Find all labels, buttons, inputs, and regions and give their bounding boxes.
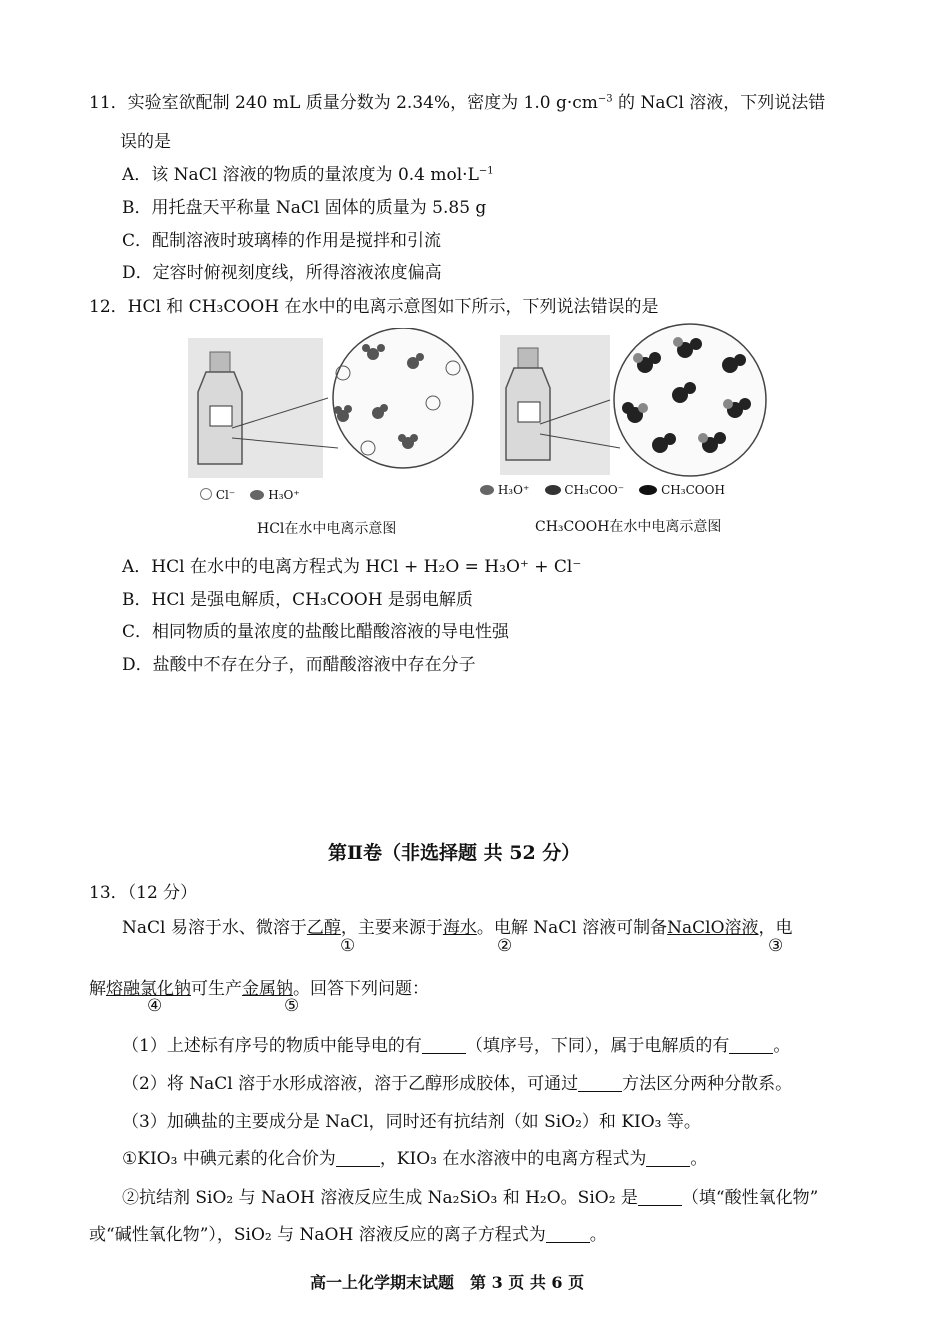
hcl-ionization-figure	[188, 328, 493, 478]
acetate-icon	[545, 485, 561, 495]
answer-blank[interactable]	[336, 1165, 380, 1167]
q11-option-a: A．该 NaCl 溶液的物质的量浓度为 0.4 $mol\cdot L^{-1}$	[122, 165, 494, 185]
q13-sub-3-1: ①KIO₃ 中碘元素的化合价为 ，KIO₃ 在水溶液中的电离方程式为 。	[122, 1149, 708, 1169]
ethanol-term: 乙醇	[306, 918, 341, 938]
q11-option-d: D．定容时俯视刻度线，所得溶液浓度偏高	[122, 263, 442, 283]
answer-blank[interactable]	[646, 1165, 690, 1167]
q13-sub-3: （3）加碘盐的主要成分是 NaCl，同时还有抗结剂（如 SiO₂）和 KIO₃ 等。	[122, 1112, 701, 1132]
acetic-acid-ionization-figure	[500, 320, 770, 480]
q13-paragraph-1: NaCl 易溶于水、微溶于乙醇，主要来源于海水。电解 NaCl 溶液可制备NaClO溶液，电	[122, 918, 793, 938]
answer-blank[interactable]	[638, 1204, 682, 1206]
hcl-legend: Cl⁻ H₃O⁺	[200, 488, 300, 502]
marker-4: ④	[147, 996, 163, 1016]
answer-blank[interactable]	[578, 1090, 622, 1092]
seawater-term: 海水	[442, 918, 477, 938]
q13-head: 13．（12 分）	[89, 883, 198, 903]
molten-nacl-term: 熔融氯化钠	[106, 979, 191, 999]
chloride-icon	[200, 488, 212, 500]
q13-sub-2: （2）将 NaCl 溶于水形成溶液，溶于乙醇形成胶体，可通过 方法区分两种分散系。	[122, 1074, 793, 1094]
q12-option-d: D．盐酸中不存在分子，而醋酸溶液中存在分子	[122, 655, 476, 675]
q13-paragraph-2: 解熔融氯化钠可生产金属钠。回答下列问题：	[89, 979, 429, 999]
marker-1: ①	[340, 936, 356, 956]
naclo-term: NaClO溶液	[667, 918, 759, 938]
q11-stem-cont: 误的是	[120, 132, 171, 152]
marker-3: ③	[768, 936, 784, 956]
q11-stem: 11．实验室欲配制 240 mL 质量分数为 2.34%，密度为 1.0 $g\cdot cm^{-3}$ 的 NaCl 溶液，下列说法错	[89, 93, 826, 113]
q12-stem: 12．HCl 和 CH₃COOH 在水中的电离示意图如下所示，下列说法错误的是	[89, 297, 659, 317]
q11-option-b: B．用托盘天平称量 NaCl 固体的质量为 5.85 g	[122, 198, 487, 218]
hydronium-icon	[250, 490, 264, 500]
q12-option-c: C．相同物质的量浓度的盐酸比醋酸溶液的导电性强	[122, 622, 510, 642]
marker-2: ②	[497, 936, 513, 956]
q12-option-b: B．HCl 是强电解质，CH₃COOH 是弱电解质	[122, 590, 473, 610]
hydronium-icon	[480, 485, 494, 495]
answer-blank[interactable]	[729, 1052, 773, 1054]
section-title: 第Ⅱ卷（非选择题 共 52 分）	[328, 842, 581, 864]
acetic-acid-molecule-icon	[639, 485, 657, 495]
page-footer: 高一上化学期末试题 第 3 页 共 6 页	[310, 1273, 585, 1292]
sodium-metal-term: 金属钠	[242, 979, 293, 999]
answer-blank[interactable]	[422, 1052, 466, 1054]
q11-option-c: C．配制溶液时玻璃棒的作用是搅拌和引流	[122, 231, 442, 251]
marker-5: ⑤	[284, 996, 300, 1016]
acetic-acid-figure-caption: CH₃COOH在水中电离示意图	[535, 519, 722, 535]
q13-sub-1: （1）上述标有序号的物质中能导电的有 （填序号，下同），属于电解质的有 。	[122, 1036, 791, 1056]
q13-sub-3-2: ②抗结剂 SiO₂ 与 NaOH 溶液反应生成 Na₂SiO₃ 和 H₂O。SiO₂ 是 （填“酸性氧化物”	[122, 1188, 819, 1208]
hcl-figure-caption: HCl在水中电离示意图	[257, 521, 397, 537]
q13-sub-3-2-cont: 或“碱性氧化物”），SiO₂ 与 NaOH 溶液反应的离子方程式为 。	[89, 1225, 607, 1245]
answer-blank[interactable]	[546, 1241, 590, 1243]
q12-option-a: A．HCl 在水中的电离方程式为 HCl + H₂O = H₃O⁺ + Cl⁻	[122, 557, 582, 577]
acetic-acid-legend: H₃O⁺ CH₃COO⁻ CH₃COOH	[480, 483, 725, 497]
